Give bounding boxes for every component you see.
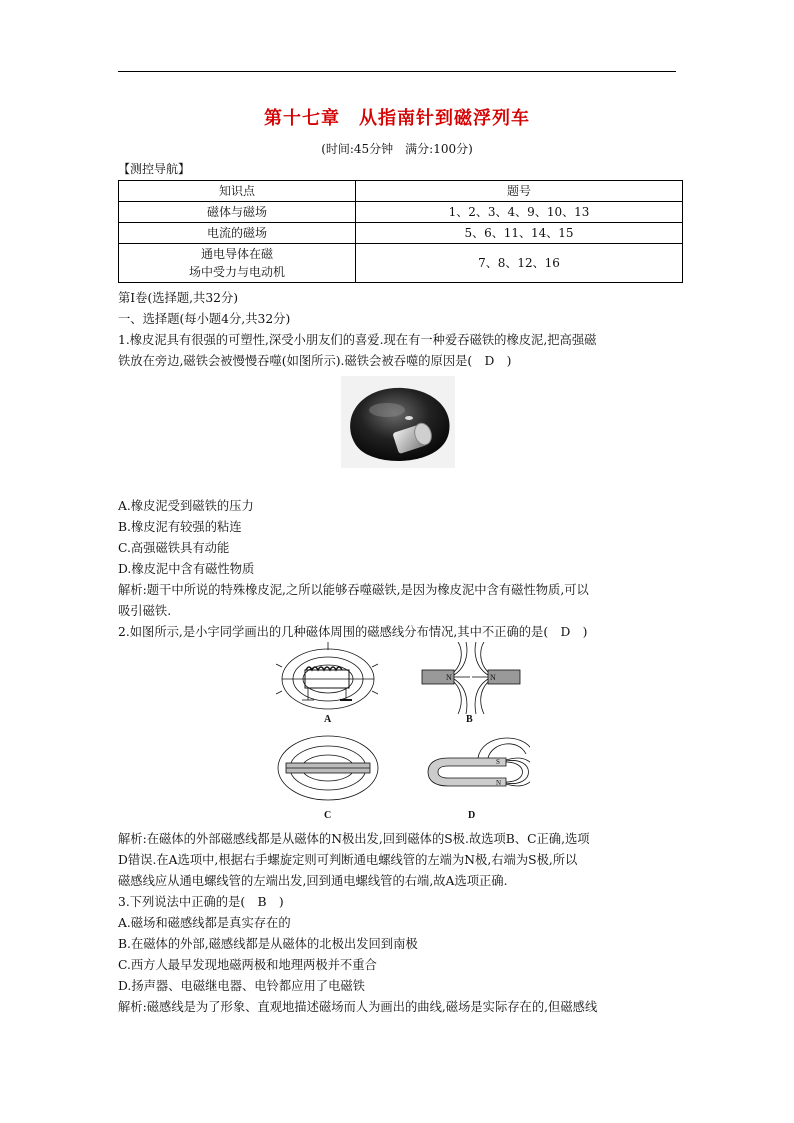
table-cell-items: 5、6、11、14、15 (356, 223, 683, 244)
q2-stem: 2.如图所示,是小宇同学画出的几种磁体周围的磁感线分布情况,其中不正确的是( D ) (118, 625, 588, 639)
table-cell-topic: 磁体与磁场 (119, 202, 356, 223)
magnet-pole-n: N (496, 779, 502, 787)
table-header-topic: 知识点 (119, 181, 356, 202)
q1-stem-line1: 1.橡皮泥具有很强的可塑性,深受小朋友们的喜爱.现在有一种爱吞磁铁的橡皮泥,把高强磁 (118, 333, 597, 347)
figure-label-a: A (324, 714, 332, 725)
part-title: 第Ⅰ卷(选择题,共32分) (118, 291, 239, 305)
table-header-items: 题号 (356, 181, 683, 202)
table-row (119, 244, 683, 283)
section-title: 一、选择题(每小题4分,共32分) (118, 312, 291, 326)
header-rule (118, 71, 676, 72)
q3-stem: 3.下列说法中正确的是( B ) (118, 895, 284, 909)
q2-analysis-line2: D错误.在A选项中,根据右手螺旋定则可判断通电螺线管的左端为N极,右端为S极,所以 (118, 853, 578, 867)
exam-time-score: (时间:45分钟 满分:100分) (321, 142, 473, 156)
table-cell-topic-line1: 通电导体在磁 (200, 247, 273, 261)
field-diagram-b (422, 642, 520, 725)
nav-heading: 【测控导航】 (118, 162, 191, 176)
q3-analysis-line1: 解析:磁感线是为了形象、直观地描述磁场而人为画出的曲线,磁场是实际存在的,但磁感线 (118, 1000, 598, 1014)
table-header-row (119, 181, 683, 202)
figure-label-c: C (324, 810, 332, 820)
field-diagram-c (278, 736, 378, 820)
q2-analysis-line1: 解析:在磁体的外部磁感线都是从磁体的N极出发,回到磁体的S极.故选项B、C正确,选项 (118, 832, 590, 846)
table-cell-items: 7、8、12、16 (356, 244, 683, 283)
q1-option-b: B.橡皮泥有较强的粘连 (118, 520, 242, 534)
q3-option-d: D.扬声器、电磁继电器、电铃都应用了电磁铁 (118, 979, 365, 993)
q3-option-a: A.磁场和磁感线都是真实存在的 (118, 916, 291, 930)
field-diagram-a (276, 642, 378, 725)
putty-magnet-photo (341, 376, 455, 468)
chapter-title: 第十七章 从指南针到磁浮列车 (264, 108, 530, 129)
magnet-pole-s: S (496, 758, 500, 766)
q1-analysis-line2: 吸引磁铁. (118, 604, 172, 618)
figure-label-b: B (466, 714, 473, 725)
magnet-pole-n-right: N (490, 673, 496, 682)
field-diagram-d (428, 738, 530, 820)
magnetic-field-figure (268, 642, 530, 820)
table-cell-topic-line2: 场中受力与电动机 (188, 265, 285, 279)
navigation-table (118, 180, 683, 283)
q1-option-a: A.橡皮泥受到磁铁的压力 (118, 499, 254, 513)
magnet-pole-n-left: N (446, 673, 452, 682)
figure-label-d: D (468, 810, 476, 820)
q1-option-c: C.高强磁铁具有动能 (118, 541, 230, 555)
q3-option-c: C.西方人最早发现地磁两极和地理两极并不重合 (118, 958, 377, 972)
q1-stem-line2: 铁放在旁边,磁铁会被慢慢吞噬(如图所示).磁铁会被吞噬的原因是( D ) (118, 354, 512, 368)
q3-option-b: B.在磁体的外部,磁感线都是从磁体的北极出发回到南极 (118, 937, 418, 951)
q1-analysis-line1: 解析:题干中所说的特殊橡皮泥,之所以能够吞噬磁铁,是因为橡皮泥中含有磁性物质,可以 (118, 583, 589, 597)
table-row (119, 223, 683, 244)
table-cell-topic: 电流的磁场 (119, 223, 356, 244)
table-cell-items: 1、2、3、4、9、10、13 (356, 202, 683, 223)
table-cell-topic (119, 244, 356, 283)
q2-analysis-line3: 磁感线应从通电螺线管的左端出发,回到通电螺线管的右端,故A选项正确. (118, 874, 508, 888)
table-row (119, 202, 683, 223)
q1-option-d: D.橡皮泥中含有磁性物质 (118, 562, 255, 576)
